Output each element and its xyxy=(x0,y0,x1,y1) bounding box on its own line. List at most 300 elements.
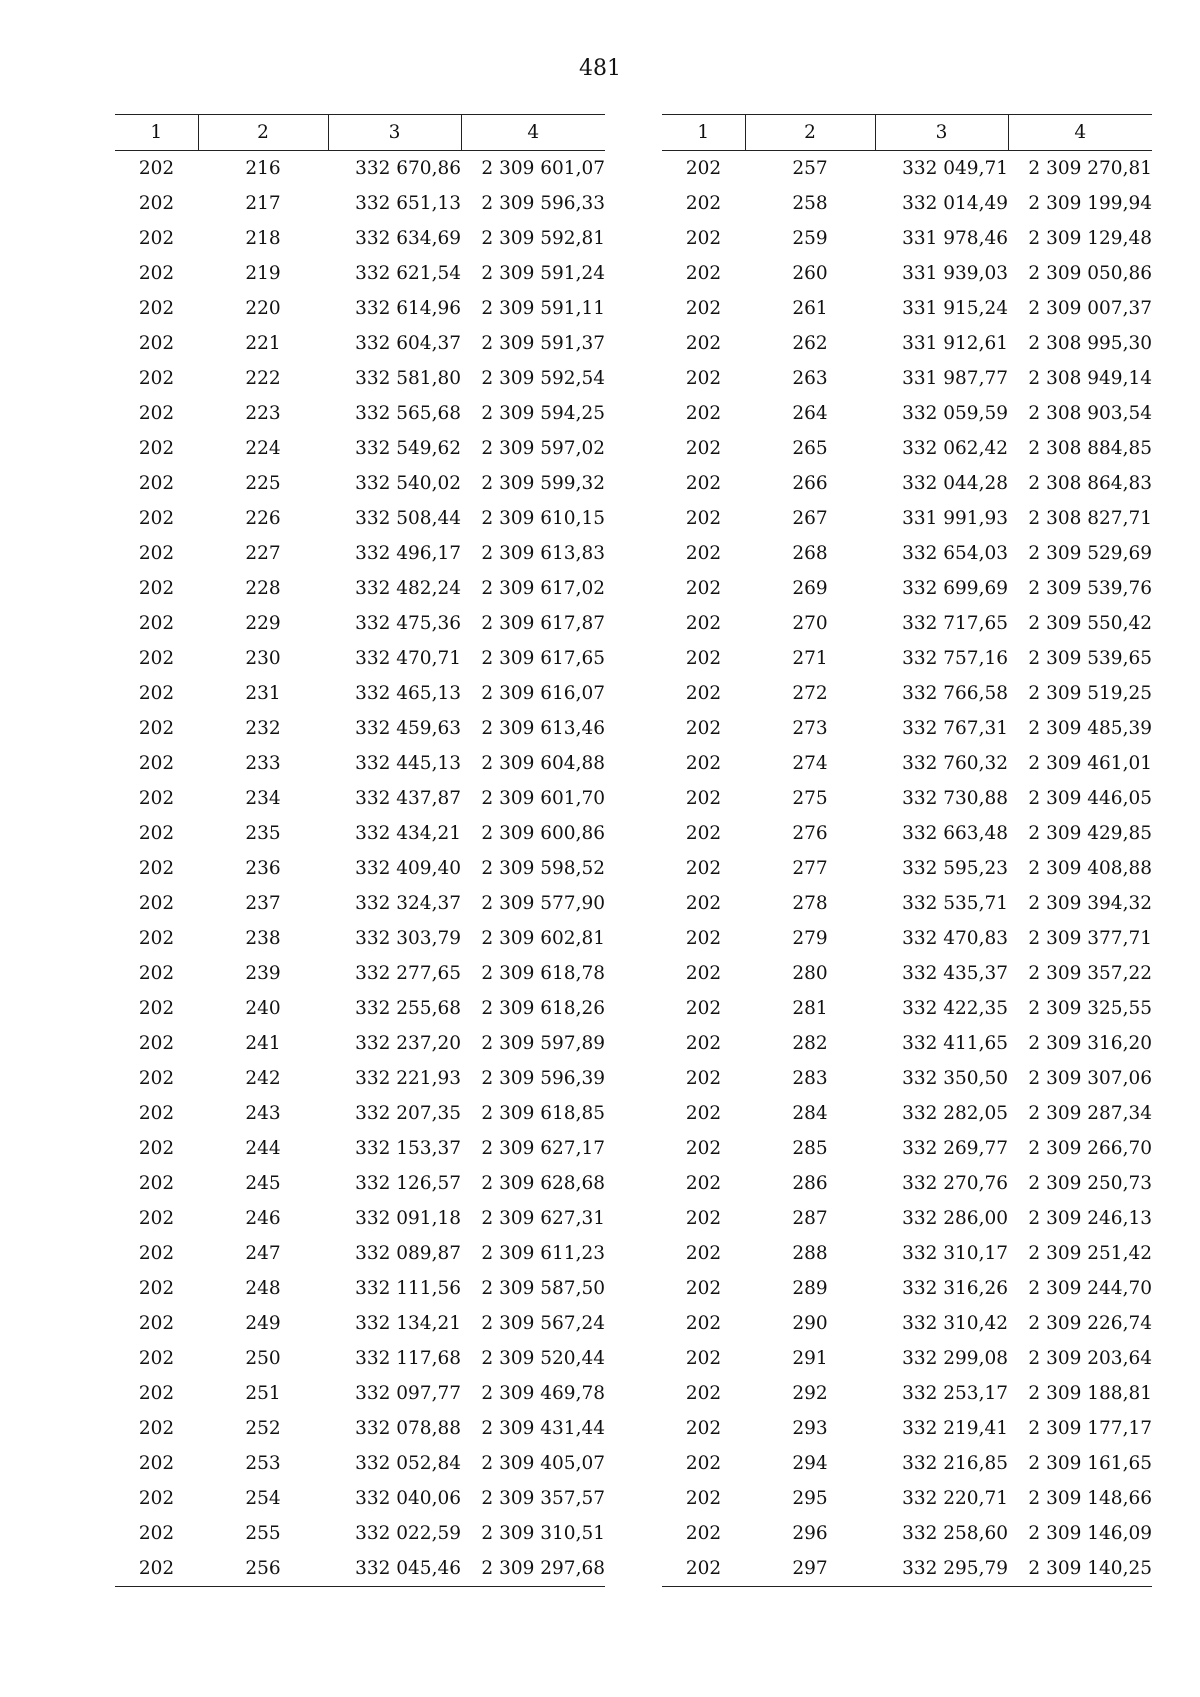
table-cell: 202 xyxy=(138,578,175,599)
table-cell: 2 309 596,33 xyxy=(481,193,605,214)
table-cell: 2 309 550,42 xyxy=(1028,613,1152,634)
table-cell: 2 309 539,65 xyxy=(1028,648,1152,669)
table-cell: 223 xyxy=(245,403,281,424)
table-cell: 202 xyxy=(685,1033,722,1054)
table-row xyxy=(662,1131,1152,1166)
table-cell: 2 308 884,85 xyxy=(1028,438,1152,459)
table-cell: 2 309 601,70 xyxy=(481,788,605,809)
table-cell: 2 309 591,24 xyxy=(481,263,605,284)
table-cell: 202 xyxy=(138,298,175,319)
table-cell: 202 xyxy=(685,403,722,424)
table-cell: 2 309 613,83 xyxy=(481,543,605,564)
table-row xyxy=(115,186,605,221)
table-cell: 2 309 592,54 xyxy=(481,368,605,389)
table-cell: 332 040,06 xyxy=(355,1488,461,1509)
table-cell: 244 xyxy=(245,1138,281,1159)
table-cell: 2 309 148,66 xyxy=(1028,1488,1152,1509)
table-cell: 254 xyxy=(245,1488,281,1509)
table-row xyxy=(662,1096,1152,1131)
table-cell: 259 xyxy=(792,228,828,249)
table-cell: 202 xyxy=(685,858,722,879)
table-cell: 202 xyxy=(138,333,175,354)
table-row xyxy=(115,1411,605,1446)
table-cell: 240 xyxy=(245,998,281,1019)
table-row xyxy=(115,466,605,501)
table-row xyxy=(115,431,605,466)
table-cell: 286 xyxy=(792,1173,828,1194)
table-cell: 202 xyxy=(685,1103,722,1124)
table-cell: 248 xyxy=(245,1278,281,1299)
table-cell: 202 xyxy=(685,578,722,599)
table-cell: 273 xyxy=(792,718,828,739)
table-cell: 2 309 601,07 xyxy=(481,158,605,179)
table-cell: 332 581,80 xyxy=(355,368,461,389)
table-cell: 332 310,42 xyxy=(902,1313,1008,1334)
table-cell: 332 295,79 xyxy=(875,1551,1008,1587)
table-cell: 249 xyxy=(245,1313,281,1334)
table-cell: 332 270,76 xyxy=(902,1173,1008,1194)
coordinates-table-right xyxy=(662,114,1152,1587)
table-row xyxy=(115,256,605,291)
table-row xyxy=(662,711,1152,746)
table-row xyxy=(115,1341,605,1376)
table-cell: 236 xyxy=(245,858,281,879)
table-cell: 2 309 592,81 xyxy=(481,228,605,249)
table-cell: 332 508,44 xyxy=(355,508,461,529)
table-cell: 332 470,83 xyxy=(902,928,1008,949)
table-cell: 202 xyxy=(138,508,175,529)
table-cell: 238 xyxy=(245,928,281,949)
table-cell: 2 309 266,70 xyxy=(1028,1138,1152,1159)
table-row xyxy=(115,1516,605,1551)
table-cell: 2 309 129,48 xyxy=(1028,228,1152,249)
table-cell: 202 xyxy=(685,438,722,459)
table-row xyxy=(115,1201,605,1236)
table-row xyxy=(662,1551,1152,1587)
table-cell: 262 xyxy=(792,333,828,354)
table-cell: 332 303,79 xyxy=(355,928,461,949)
table-cell: 2 309 616,07 xyxy=(481,683,605,704)
table-cell: 2 309 297,68 xyxy=(461,1551,605,1587)
table-row xyxy=(662,291,1152,326)
table-cell: 222 xyxy=(245,368,281,389)
table-cell: 202 xyxy=(138,1453,175,1474)
table-cell: 2 309 599,32 xyxy=(481,473,605,494)
table-row xyxy=(115,746,605,781)
table-cell: 224 xyxy=(245,438,281,459)
table-cell: 2 309 325,55 xyxy=(1028,998,1152,1019)
table-row xyxy=(115,956,605,991)
table-cell: 332 350,50 xyxy=(902,1068,1008,1089)
table-cell: 279 xyxy=(792,928,828,949)
table-cell: 202 xyxy=(685,648,722,669)
table-cell: 227 xyxy=(245,543,281,564)
table-cell: 332 221,93 xyxy=(355,1068,461,1089)
table-cell: 332 614,96 xyxy=(355,298,461,319)
table-row xyxy=(662,431,1152,466)
table-row xyxy=(662,1516,1152,1551)
column-header: 1 xyxy=(115,115,198,151)
table-cell: 2 309 627,31 xyxy=(481,1208,605,1229)
table-cell: 332 757,16 xyxy=(902,648,1008,669)
table-cell: 280 xyxy=(792,963,828,984)
table-cell: 202 xyxy=(685,683,722,704)
table-cell: 332 111,56 xyxy=(355,1278,461,1299)
table-cell: 332 052,84 xyxy=(355,1453,461,1474)
table-cell: 2 309 310,51 xyxy=(481,1523,605,1544)
table-cell: 332 663,48 xyxy=(902,823,1008,844)
table-row xyxy=(662,186,1152,221)
column-header: 2 xyxy=(745,115,875,151)
table-cell: 2 309 357,22 xyxy=(1028,963,1152,984)
table-cell: 268 xyxy=(792,543,828,564)
table-cell: 2 309 446,05 xyxy=(1028,788,1152,809)
table-row xyxy=(662,1236,1152,1271)
table-cell: 202 xyxy=(138,1523,175,1544)
table-row xyxy=(662,641,1152,676)
table-cell: 202 xyxy=(685,1348,722,1369)
table-cell: 332 220,71 xyxy=(902,1488,1008,1509)
table-row xyxy=(115,151,605,187)
table-row xyxy=(115,676,605,711)
table-cell: 226 xyxy=(245,508,281,529)
table-cell: 295 xyxy=(792,1488,828,1509)
table-row xyxy=(662,1026,1152,1061)
table-cell: 2 309 405,07 xyxy=(481,1453,605,1474)
table-row xyxy=(115,1026,605,1061)
table-cell: 269 xyxy=(792,578,828,599)
table-cell: 2 309 567,24 xyxy=(481,1313,605,1334)
table-cell: 2 308 949,14 xyxy=(1028,368,1152,389)
column-header: 2 xyxy=(198,115,328,151)
table-cell: 202 xyxy=(138,158,175,179)
table-cell: 2 309 617,65 xyxy=(481,648,605,669)
table-cell: 202 xyxy=(138,928,175,949)
table-cell: 2 309 519,25 xyxy=(1028,683,1152,704)
table-cell: 2 309 617,87 xyxy=(481,613,605,634)
table-cell: 331 939,03 xyxy=(902,263,1008,284)
table-cell: 332 717,65 xyxy=(902,613,1008,634)
table-cell: 332 089,87 xyxy=(355,1243,461,1264)
table-row xyxy=(662,571,1152,606)
table-cell: 2 309 408,88 xyxy=(1028,858,1152,879)
table-cell: 332 237,20 xyxy=(355,1033,461,1054)
table-cell: 218 xyxy=(245,228,281,249)
table-row xyxy=(662,676,1152,711)
table-cell: 2 308 903,54 xyxy=(1028,403,1152,424)
table-cell: 332 097,77 xyxy=(355,1383,461,1404)
table-row xyxy=(662,816,1152,851)
table-cell: 332 670,86 xyxy=(355,158,461,179)
table-cell: 202 xyxy=(685,1208,722,1229)
table-cell: 2 309 377,71 xyxy=(1028,928,1152,949)
table-cell: 332 651,13 xyxy=(355,193,461,214)
table-cell: 2 309 617,02 xyxy=(481,578,605,599)
table-cell: 202 xyxy=(138,263,175,284)
table-cell: 202 xyxy=(685,473,722,494)
table-cell: 202 xyxy=(138,1138,175,1159)
table-cell: 252 xyxy=(245,1418,281,1439)
table-cell: 332 699,69 xyxy=(902,578,1008,599)
table-cell: 202 xyxy=(685,1173,722,1194)
table-cell: 217 xyxy=(245,193,281,214)
table-cell: 332 766,58 xyxy=(902,683,1008,704)
table-cell: 243 xyxy=(245,1103,281,1124)
table-cell: 332 621,54 xyxy=(355,263,461,284)
table-row xyxy=(115,1096,605,1131)
table-row xyxy=(662,1166,1152,1201)
table-cell: 241 xyxy=(245,1033,281,1054)
table-cell: 332 286,00 xyxy=(902,1208,1008,1229)
table-cell: 332 604,37 xyxy=(355,333,461,354)
table-row xyxy=(115,781,605,816)
table-row xyxy=(115,816,605,851)
table-cell: 202 xyxy=(138,368,175,389)
table-cell: 247 xyxy=(245,1243,281,1264)
table-cell: 332 282,05 xyxy=(902,1103,1008,1124)
table-cell: 202 xyxy=(138,1243,175,1264)
table-cell: 202 xyxy=(685,158,722,179)
table-cell: 332 062,42 xyxy=(902,438,1008,459)
table-cell: 202 xyxy=(685,368,722,389)
table-cell: 237 xyxy=(245,893,281,914)
table-cell: 331 978,46 xyxy=(902,228,1008,249)
table-row xyxy=(662,151,1152,187)
table-row xyxy=(662,1271,1152,1306)
table-row xyxy=(115,886,605,921)
table-cell: 332 730,88 xyxy=(902,788,1008,809)
table-cell: 2 309 594,25 xyxy=(481,403,605,424)
table-cell: 202 xyxy=(685,718,722,739)
table-cell: 202 xyxy=(138,753,175,774)
table-cell: 332 760,32 xyxy=(902,753,1008,774)
table-cell: 332 767,31 xyxy=(902,718,1008,739)
table-cell: 332 216,85 xyxy=(902,1453,1008,1474)
table-cell: 2 309 050,86 xyxy=(1028,263,1152,284)
table-cell: 202 xyxy=(685,1523,722,1544)
column-header: 1 xyxy=(662,115,745,151)
table-cell: 332 299,08 xyxy=(902,1348,1008,1369)
table-cell: 233 xyxy=(245,753,281,774)
table-cell: 277 xyxy=(792,858,828,879)
table-row xyxy=(115,606,605,641)
table-cell: 2 309 611,23 xyxy=(481,1243,605,1264)
table-cell: 232 xyxy=(245,718,281,739)
table-cell: 202 xyxy=(685,613,722,634)
table-cell: 235 xyxy=(245,823,281,844)
table-cell: 285 xyxy=(792,1138,828,1159)
table-cell: 2 309 577,90 xyxy=(481,893,605,914)
column-header: 4 xyxy=(1008,115,1152,151)
table-cell: 202 xyxy=(685,823,722,844)
table-row xyxy=(115,921,605,956)
table-row xyxy=(115,991,605,1026)
table-row xyxy=(662,746,1152,781)
table-row xyxy=(115,711,605,746)
table-cell: 202 xyxy=(138,648,175,669)
table-cell: 2 309 316,20 xyxy=(1028,1033,1152,1054)
table-cell: 202 xyxy=(138,1173,175,1194)
table-row xyxy=(115,641,605,676)
table-cell: 2 309 177,17 xyxy=(1028,1418,1152,1439)
table-cell: 332 634,69 xyxy=(355,228,461,249)
table-cell: 2 309 591,11 xyxy=(481,298,605,319)
table-cell: 272 xyxy=(792,683,828,704)
table-row xyxy=(662,1446,1152,1481)
table-cell: 332 654,03 xyxy=(902,543,1008,564)
table-cell: 202 xyxy=(138,438,175,459)
table-row xyxy=(115,291,605,326)
table-cell: 2 309 618,78 xyxy=(481,963,605,984)
table-cell: 293 xyxy=(792,1418,828,1439)
table-cell: 2 309 529,69 xyxy=(1028,543,1152,564)
table-cell: 332 316,26 xyxy=(902,1278,1008,1299)
table-row xyxy=(115,1446,605,1481)
table-cell: 2 309 598,52 xyxy=(481,858,605,879)
table-cell: 202 xyxy=(685,1383,722,1404)
table-cell: 2 309 394,32 xyxy=(1028,893,1152,914)
table-cell: 220 xyxy=(245,298,281,319)
table-cell: 2 309 618,85 xyxy=(481,1103,605,1124)
table-cell: 2 308 827,71 xyxy=(1028,508,1152,529)
table-row xyxy=(662,851,1152,886)
table-row xyxy=(662,956,1152,991)
table-cell: 229 xyxy=(245,613,281,634)
table-cell: 202 xyxy=(138,1208,175,1229)
table-cell: 202 xyxy=(138,1103,175,1124)
table-cell: 202 xyxy=(138,683,175,704)
table-cell: 2 309 628,68 xyxy=(481,1173,605,1194)
table-row xyxy=(115,1236,605,1271)
table-cell: 216 xyxy=(245,158,281,179)
table-cell: 2 309 357,57 xyxy=(481,1488,605,1509)
table-cell: 242 xyxy=(245,1068,281,1089)
table-cell: 2 309 226,74 xyxy=(1028,1313,1152,1334)
table-cell: 202 xyxy=(138,473,175,494)
table-cell: 255 xyxy=(245,1523,281,1544)
table-row xyxy=(115,536,605,571)
table-cell: 202 xyxy=(685,928,722,949)
table-cell: 2 309 199,94 xyxy=(1028,193,1152,214)
table-cell: 2 309 618,26 xyxy=(481,998,605,1019)
table-cell: 225 xyxy=(245,473,281,494)
table-cell: 202 xyxy=(138,1068,175,1089)
table-row xyxy=(115,1131,605,1166)
table-cell: 202 xyxy=(685,193,722,214)
table-row xyxy=(662,991,1152,1026)
table-cell: 332 540,02 xyxy=(355,473,461,494)
table-row xyxy=(662,1061,1152,1096)
table-cell: 202 xyxy=(138,998,175,1019)
table-row xyxy=(662,466,1152,501)
table-cell: 332 549,62 xyxy=(355,438,461,459)
table-cell: 332 045,46 xyxy=(328,1551,461,1587)
table-cell: 202 xyxy=(685,1068,722,1089)
table-cell: 332 434,21 xyxy=(355,823,461,844)
table-cell: 202 xyxy=(138,788,175,809)
table-cell: 202 xyxy=(685,893,722,914)
table-cell: 332 117,68 xyxy=(355,1348,461,1369)
table-cell: 292 xyxy=(792,1383,828,1404)
table-cell: 2 309 610,15 xyxy=(481,508,605,529)
table-cell: 332 253,17 xyxy=(902,1383,1008,1404)
table-cell: 294 xyxy=(792,1453,828,1474)
table-cell: 251 xyxy=(245,1383,281,1404)
table-cell: 2 309 203,64 xyxy=(1028,1348,1152,1369)
table-cell: 331 987,77 xyxy=(902,368,1008,389)
table-row xyxy=(115,1376,605,1411)
table-cell: 2 309 287,34 xyxy=(1028,1103,1152,1124)
table-cell: 219 xyxy=(245,263,281,284)
table-cell: 245 xyxy=(245,1173,281,1194)
table-cell: 332 324,37 xyxy=(355,893,461,914)
table-cell: 332 437,87 xyxy=(355,788,461,809)
table-cell: 202 xyxy=(138,193,175,214)
table-cell: 2 309 140,25 xyxy=(1008,1551,1152,1587)
table-cell: 2 309 161,65 xyxy=(1028,1453,1152,1474)
table-cell: 2 309 627,17 xyxy=(481,1138,605,1159)
table-cell: 202 xyxy=(138,1418,175,1439)
table-cell: 250 xyxy=(245,1348,281,1369)
table-cell: 283 xyxy=(792,1068,828,1089)
table-cell: 202 xyxy=(685,228,722,249)
table-cell: 274 xyxy=(792,753,828,774)
table-cell: 2 309 602,81 xyxy=(481,928,605,949)
table-cell: 332 134,21 xyxy=(355,1313,461,1334)
table-cell: 2 309 251,42 xyxy=(1028,1243,1152,1264)
table-cell: 332 435,37 xyxy=(902,963,1008,984)
table-cell: 258 xyxy=(792,193,828,214)
table-cell: 2 309 604,88 xyxy=(481,753,605,774)
table-cell: 202 xyxy=(685,1453,722,1474)
table-row xyxy=(662,361,1152,396)
table-cell: 332 022,59 xyxy=(355,1523,461,1544)
table-cell: 2 309 613,46 xyxy=(481,718,605,739)
table-cell: 2 309 007,37 xyxy=(1028,298,1152,319)
table-cell: 2 309 591,37 xyxy=(481,333,605,354)
table-cell: 202 xyxy=(138,403,175,424)
table-cell: 2 309 431,44 xyxy=(481,1418,605,1439)
table-cell: 332 496,17 xyxy=(355,543,461,564)
table-cell: 256 xyxy=(198,1551,328,1587)
table-header-row xyxy=(662,115,1152,151)
table-cell: 332 565,68 xyxy=(355,403,461,424)
table-row xyxy=(662,781,1152,816)
table-cell: 202 xyxy=(115,1551,198,1587)
table-cell: 202 xyxy=(685,263,722,284)
table-cell: 2 309 461,01 xyxy=(1028,753,1152,774)
table-cell: 332 595,23 xyxy=(902,858,1008,879)
table-cell: 288 xyxy=(792,1243,828,1264)
table-cell: 2 309 188,81 xyxy=(1028,1383,1152,1404)
table-cell: 331 991,93 xyxy=(902,508,1008,529)
table-cell: 202 xyxy=(138,718,175,739)
table-cell: 2 309 146,09 xyxy=(1028,1523,1152,1544)
table-row xyxy=(115,1481,605,1516)
table-cell: 332 014,49 xyxy=(902,193,1008,214)
table-cell: 202 xyxy=(685,1278,722,1299)
table-cell: 202 xyxy=(685,1418,722,1439)
table-cell: 296 xyxy=(792,1523,828,1544)
table-cell: 202 xyxy=(138,543,175,564)
table-row xyxy=(115,1551,605,1587)
table-cell: 264 xyxy=(792,403,828,424)
table-cell: 202 xyxy=(685,1313,722,1334)
table-cell: 202 xyxy=(138,963,175,984)
table-cell: 2 308 995,30 xyxy=(1028,333,1152,354)
table-cell: 202 xyxy=(685,1488,722,1509)
table-row xyxy=(662,1376,1152,1411)
